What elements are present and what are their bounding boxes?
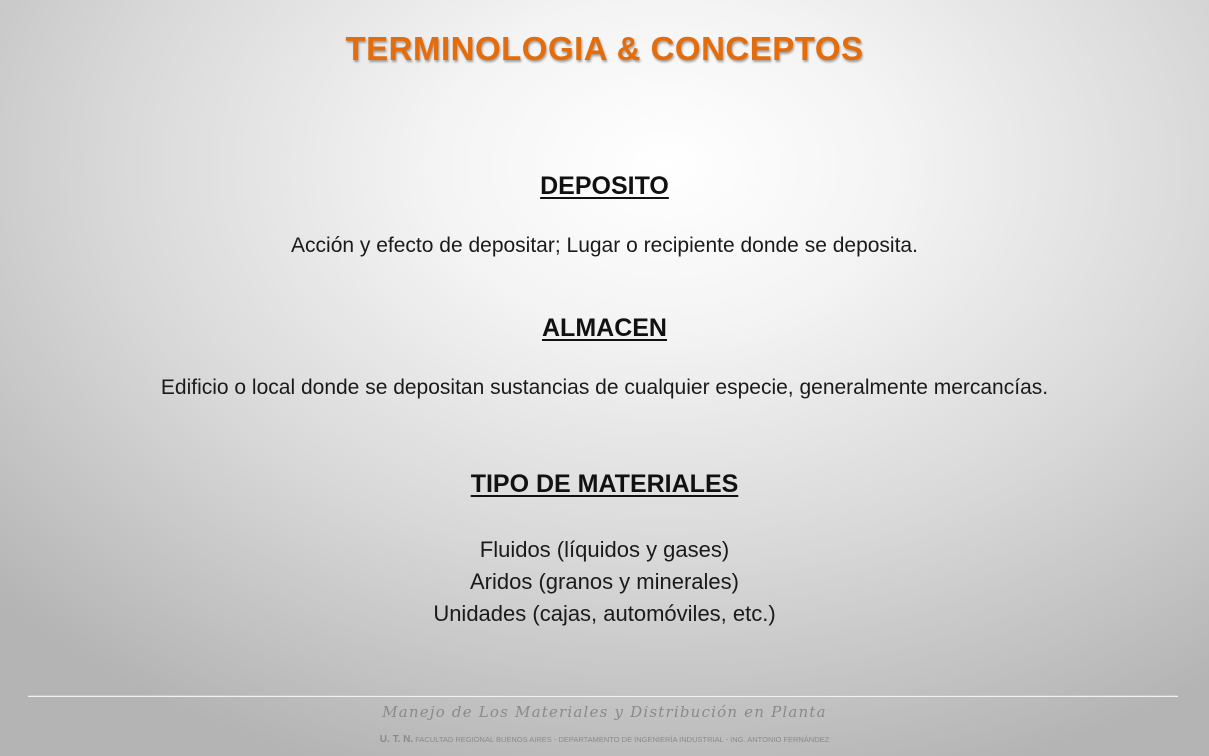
footer-credit <box>0 734 1209 745</box>
list-item: Aridos (granos y minerales) <box>470 569 739 594</box>
footer-course-title: Manejo de Los Materiales y Distribución en Planta <box>382 703 827 721</box>
footer-credit-text: FACULTAD REGIONAL BUENOS AIRES - DEPARTAMENTO DE INGENIERÍA INDUSTRIAL - ING. ANTONIO FERNÁNDEZ <box>415 735 830 744</box>
materials-list <box>0 534 1209 630</box>
heading-deposito: DEPOSITO <box>540 172 669 200</box>
heading-almacen: ALMACEN <box>542 314 667 342</box>
heading-tipo-de-materiales: TIPO DE MATERIALES <box>470 470 739 498</box>
definition-almacen: Edificio o local donde se depositan sustancias de cualquier especie, generalmente mercancías. <box>160 376 1049 399</box>
footer-university: U. T. N. <box>379 734 414 745</box>
footer-divider <box>28 695 1178 697</box>
slide-title: TERMINOLOGIA & CONCEPTOS <box>345 30 864 67</box>
definition-deposito: Acción y efecto de depositar; Lugar o recipiente donde se deposita. <box>291 234 918 257</box>
list-item: Fluidos (líquidos y gases) <box>479 537 730 562</box>
list-item: Unidades (cajas, automóviles, etc.) <box>433 601 776 626</box>
